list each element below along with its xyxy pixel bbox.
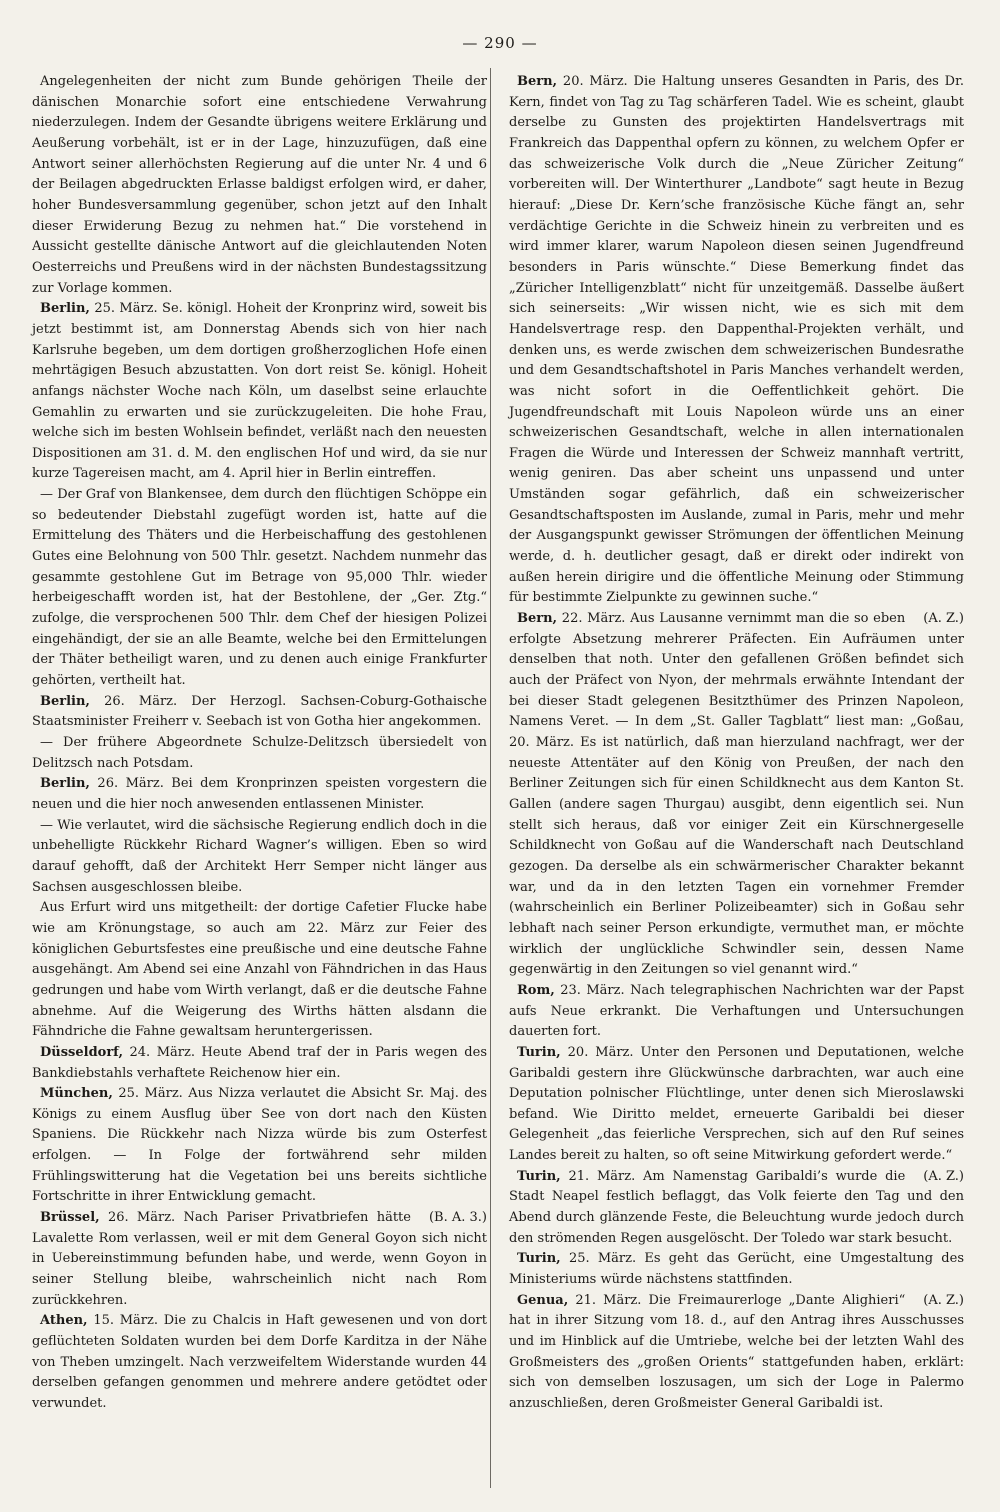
article-paragraph — [32, 816, 487, 899]
source-signature: (A. Z.) — [923, 611, 964, 627]
dateline-heading: Berlin, — [40, 693, 90, 709]
page-number: — 290 — — [462, 34, 538, 52]
article-text: Angelegenheiten der nicht zum Bunde gehörigen Theile der dänischen Monarchie sofort eine entschiedene Verwahrung niederzulegen. Indem der Gesandte übrigens weitere Erklärung und Aeußerung vorbehält, ist er in der Lage, hinzuzufügen, daß eine Antwort seiner allerhöchsten Regierung auf die unter Nr. 4 und 6 der Beilagen abgedruckten Erlasse baldigst erfolgen wird, er daher, hoher Bundesversammlung gegenüber, schon jetzt auf den Inhalt dieser Erwiderung Bezug zu nehmen hat.“ Die vorstehend in Aussicht gestellte dänische Antwort auf die gleichlautenden Noten Oesterreichs und Preußens wird in der nächsten Bundestagssitzung zur Vorlage kommen. — [32, 74, 487, 296]
dateline-heading: Düsseldorf, — [40, 1044, 124, 1060]
dateline-heading: Turin, — [517, 1044, 561, 1060]
dateline-heading: Berlin, — [40, 776, 90, 792]
article-text: 20. März. Die Haltung unseres Gesandten in Paris, des Dr. Kern, findet von Tag zu Tag schärferen Tadel. Wie es scheint, glaubt derselbe zu Gunsten des projektirten Handelsvertrags mit Frankreich das Dappenthal opfern zu können, zu welchem Opfer er das schweizerische Volk durch die „Neue Züricher Zeitung“ vorbereiten will. Der Winterthurer „Landbote“ sagt heute in Bezug hierauf: „Diese Dr. Kern’sche französische Küche fängt an, sehr verdächtige Gerichte in die Schweiz hinein zu verbreiten und es wird immer klarer, warum Napoleon diesen seinen Jugendfreund besonders in Paris wünschte.“ Diese Bemerkung findet das „Züricher Intelligenzblatt“ nicht für unzeitgemäß. Dasselbe äußert sich seinerseits: „Wir wissen nicht, wie es sich mit dem Handelsvertrage resp. den Dappenthal-Projekten verhält, und denken uns, es werde zwischen dem schweizerischen Bundesrathe und dem Gesandtschaftshotel in Paris Manches verhandelt werden, was nicht sofort in die Oeffentlichkeit gehört. Die Jugendfreundschaft mit Louis Napoleon würde uns an einer schweizerischen Gesandtschaft, welche in allen internationalen Fragen die Würde und Interessen der Schweiz mannhaft vertritt, wenig geniren. Das aber scheint uns unpassend und unter Umständen sogar gefährlich, daß ein schweizerischer Gesandtschaftsposten im Auslande, zumal in Paris, mehr und mehr der Ausgangspunkt gewisser Strömungen der öffentlichen Meinung werde, d. h. deutlicher gesagt, daß er direkt oder indirekt von außen herein dirigire und die öffentliche Meinung oder Stimmung für bestimmte Zielpunkte zu gewinnen suche.“ — [509, 74, 964, 606]
article-paragraph — [32, 692, 487, 733]
article-text: 26. März. Nach Pariser Privatbriefen hätte Lavalette Rom verlassen, weil er mit dem General Goyon sich nicht in Uebereinstimmung befunden habe, und werde, wenn Goyon in seiner Stellung bleibe, wahrscheinlich nicht nach Rom zurückkehren. — [32, 1210, 487, 1308]
article-paragraph — [509, 1249, 964, 1290]
column-divider — [490, 68, 491, 1488]
article-text: 21. März. Die Freimaurerloge „Dante Alighieri“ hat in ihrer Sitzung vom 18. d., auf den Antrag ihres Ausschusses und im Hinblick auf die Umtriebe, welche bei der letzten Wahl des Großmeisters des „großen Orients“ stattgefunden haben, erklärt: sich von demselben loszusagen, um sich der Loge in Palermo anzuschließen, deren Großmeister General Garibaldi ist. — [509, 1292, 964, 1411]
article-paragraph — [32, 299, 487, 485]
article-paragraph — [32, 485, 487, 692]
article-paragraph — [509, 1167, 964, 1250]
article-paragraph — [32, 774, 487, 815]
dateline-heading: Turin, — [517, 1251, 561, 1267]
dateline-heading: Athen, — [40, 1313, 88, 1329]
article-text: 20. März. Unter den Personen und Deputationen, welche Garibaldi gestern ihre Glückwünsche darbrachten, war auch eine Deputation polnischer Flüchtlinge, unter denen sich Mieroslawski befand. Wie Diritto meldet, erneuerte Garibaldi bei dieser Gelegenheit „das feierliche Versprechen, sich auf den Ruf seines Landes bereit zu halten, so oft seine Mitwirkung gefordert werde.“ — [509, 1044, 964, 1164]
article-text: — Wie verlautet, wird die sächsische Regierung endlich doch in die unbehelligte Rückkehr Richard Wagner’s willigen. Eben so wird darauf gehofft, daß der Architekt Herr Semper nicht länger aus Sachsen ausgeschlossen bleibe. — [32, 817, 487, 895]
source-signature: (A. Z.) — [923, 1168, 964, 1184]
article-paragraph — [509, 1291, 964, 1415]
dateline-heading: Genua, — [517, 1292, 569, 1308]
article-text: 25. März. Aus Nizza verlautet die Absicht Sr. Maj. des Königs zu einem Ausflug über See von dort nach den Küsten Spaniens. Die Rückkehr nach Nizza würde bis zum Osterfest erfolgen. — In Folge der fortwährend sehr milden Frühlingswitterung hat die Vegetation bei uns bereits sichtliche Fortschritte in ihrer Entwicklung gemacht. — [32, 1086, 487, 1205]
dateline-heading: München, — [40, 1086, 113, 1102]
article-paragraph — [32, 733, 487, 774]
article-text: 21. März. Am Namenstag Garibaldi’s wurde die Stadt Neapel festlich beflaggt, das Volk feierte den Tag und den Abend durch glänzende Feste, die Beleuchtung wurde jedoch durch den strömenden Regen ausgelöscht. Der Toledo war stark besucht. — [509, 1168, 964, 1246]
article-text: Aus Erfurt wird uns mitgetheilt: der dortige Cafetier Flucke habe wie am Krönungstage, so auch am 22. März zur Feier des königlichen Geburtsfestes eine preußische und eine deutsche Fahne ausgehängt. Am Abend sei eine Anzahl von Fähndrichen in das Haus gedrungen und habe vom Wirth verlangt, daß er die deutsche Fahne abnehme. Auf die Weigerung des Wirths hätten alsdann die Fähndriche die Fahne gewaltsam heruntergerissen. — [32, 900, 487, 1040]
dateline-heading: Bern, — [517, 611, 558, 627]
article-text: 25. März. Es geht das Gerücht, eine Umgestaltung des Ministeriums würde nächstens stattfinden. — [509, 1251, 964, 1288]
article-text: 25. März. Se. königl. Hoheit der Kronprinz wird, soweit bis jetzt bestimmt ist, am Donnerstag Abends sich von hier nach Karlsruhe begeben, um dem dortigen großherzoglichen Hofe einen mehrtägigen Besuch abzustatten. Von dort reist Se. königl. Hoheit anfangs nächster Woche nach Köln, um daselbst seine erlauchte Gemahlin zu erwarten und sie zurückzugeleiten. Die hohe Frau, welche sich im besten Wohlsein befindet, verläßt nach den neuesten Dispositionen am 31. d. M. den englischen Hof und wird, da sie nur kurze Tagereisen macht, am 4. April hier in Berlin eintreffen. — [32, 301, 487, 482]
right-column — [509, 72, 964, 1415]
article-paragraph — [509, 609, 964, 981]
article-text: 26. März. Bei dem Kronprinzen speisten vorgestern die neuen und die hier noch anwesenden entlassenen Minister. — [32, 776, 487, 812]
dateline-heading: Bern, — [517, 74, 558, 89]
source-signature: (A. Z.) — [923, 1292, 964, 1308]
article-paragraph — [32, 1311, 487, 1414]
article-text: 26. März. Der Herzogl. Sachsen-Coburg-Gothaische Staatsminister Freiherr v. Seebach ist von Gotha hier angekommen. — [32, 693, 487, 730]
article-paragraph — [32, 72, 487, 299]
article-text: 23. März. Nach telegraphischen Nachrichten war der Papst aufs Neue erkrankt. Die Verhaftungen und Untersuchungen dauerten fort. — [509, 982, 964, 1040]
article-paragraph — [32, 898, 487, 1043]
article-text: — Der Graf von Blankensee, dem durch den flüchtigen Schöppe ein so bedeutender Diebstahl zugefügt worden ist, hatte auf die Ermittelung des Thäters und die Herbeischaffung des gestohlenen Gutes eine Belohnung von 500 Thlr. gesetzt. Nachdem nunmehr das gesammte gestohlene Gut im Betrage von 95,000 Thlr. wieder herbeigeschafft worden ist, hat der Bestohlene, der „Ger. Ztg.“ zufolge, die versprochenen 500 Thlr. dem Chef der hiesigen Polizei eingehändigt, der sie an alle Beamte, welche bei den Ermittelungen der Thäter betheiligt waren, und zu denen auch einige Frankfurter gehörten, vertheilt hat. — [32, 487, 487, 689]
article-paragraph — [32, 1208, 487, 1311]
article-paragraph — [32, 1043, 487, 1084]
dateline-heading: Turin, — [517, 1168, 561, 1184]
article-paragraph — [32, 1084, 487, 1208]
article-paragraph — [509, 72, 964, 609]
article-paragraph — [509, 981, 964, 1043]
article-text: 15. März. Die zu Chalcis in Haft gewesenen und von dort geflüchteten Soldaten wurden bei dem Dorfe Karditza in der Nähe von Theben umzingelt. Nach verzweifeltem Widerstande wurden 44 derselben gefangen genommen und mehrere andere getödtet oder verwundet. — [32, 1313, 487, 1411]
article-text: 22. März. Aus Lausanne vernimmt man die so eben erfolgte Absetzung mehrerer Präfecten. Ein Aufräumen unter denselben that noth. Unter den gefallenen Größen befindet sich auch der Präfect von Nyon, der mehrmals erwähnte Intendant der bei dieser Stadt gelegenen Besitzthümer des Prinzen Napoleon, Namens Veret. — In dem „St. Galler Tagblatt“ liest man: „Goßau, 20. März. Es ist natürlich, daß man hierzuland nachfragt, wer der neueste Attentäter auf den König von Preußen, der nach den Berliner Zeitungen sich für einen Schildknecht aus dem Kanton St. Gallen (andere sagen Thurgau) ausgibt, denn eigentlich sei. Nun stellt sich heraus, daß vor einiger Zeit ein Kürschnergeselle Schildknecht von Goßau auf die Wanderschaft nach Deutschland gezogen. Da derselbe als ein schwärmerischer Charakter bekannt war, und da in den letzten Tagen ein vornehmer Fremder (wahrscheinlich ein Berliner Polizeibeamter) sich in Goßau sehr lebhaft nach seiner Person erkundigte, vermuthet man, er möchte wirklich der unglückliche Schwindler sein, dessen Name gegenwärtig in den Zeitungen so viel genannt wird.“ — [509, 611, 964, 978]
dateline-heading: Berlin, — [40, 301, 90, 317]
article-paragraph — [509, 1043, 964, 1167]
dateline-heading: Brüssel, — [40, 1210, 100, 1226]
dateline-heading: Rom, — [517, 982, 555, 998]
article-text: — Der frühere Abgeordnete Schulze-Delitzsch übersiedelt von Delitzsch nach Potsdam. — [32, 735, 487, 771]
source-signature: (B. A. 3.) — [428, 1210, 487, 1226]
article-text: 24. März. Heute Abend traf der in Paris wegen des Bankdiebstahls verhaftete Reichenow hier ein. — [32, 1044, 487, 1081]
left-column — [32, 72, 487, 1415]
